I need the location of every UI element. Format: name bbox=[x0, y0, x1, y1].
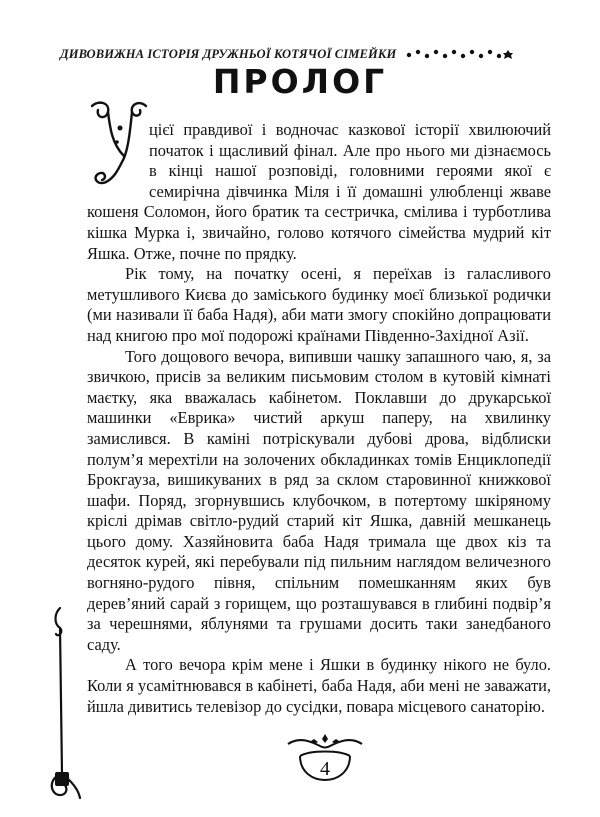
left-border-flourish-icon bbox=[44, 604, 84, 804]
dropcap-space bbox=[87, 120, 149, 202]
chapter-title: ПРОЛОГ bbox=[212, 62, 388, 101]
running-header bbox=[60, 46, 520, 62]
paragraph: Рік тому, на початку осені, я переїхав із галасливого метушливого Києва до заміського будинку моєї близької родички (ми називали її баба Надя), аби мати змогу спокійно допрацювати над книгою про мої подорожі країнами Південно-Західної Азії. bbox=[87, 264, 551, 345]
running-title: ДИВОВИЖНА ІСТОРІЯ ДРУЖНЬОЇ КОТЯЧОЇ СІМЕЙКИ bbox=[60, 46, 397, 61]
paragraph: цієї правдивої і водночас казкової історії хвилюючий початок і щасливий фінал. Але про нього ми дізнаємось в кінці нашої розповіді, головними героями якої є семирічна дівчинка Міля і її домашні улюбленці жваве кошеня Соломон, його братик та сестричка, смілива і турботлива кішка Мурка і, звичайно, голово котячого сімейства мудрий кіт Яшка. Отже, почне по прядку. bbox=[87, 120, 551, 263]
paragraph: Того дощового вечора, випивши чашку запашного чаю, я, за звичкою, присів за великим письмовим столом в кутовій кімнаті маєтку, яка вважалась кабінетом. Поклавши до друкарської машинки «Еврика» чистий аркуш паперу, на хвилинку замислився. В каміні потріскували дубові дрова, відблиски полум’я мерехтіли на золочених обкладинках томів Енциклопедії Брокгауза, вишикуваних в ряд за склом старовинної книжкової шафи. Поряд, згорнувшись клубочком, в потертому шкіряному кріслі дрімав світло-рудий старий кіт Яшка, давній мешканець цього дому. Хазяйновита баба Надя тримала ще двох кіз та десяток курей, які перебували під пильним наглядом величезного вогняно-рудого півня, спільним помешканням яких був дерев’яний сарай з горищем, що розташувався в глибині подвір’я за черешнями, яблунями та грушами досить таки занедбаного саду. bbox=[87, 346, 551, 654]
page-number: 4 bbox=[320, 758, 330, 780]
body-text bbox=[87, 120, 551, 717]
paragraph: А того вечора крім мене і Яшки в будинку нікого не було. Коли я усамітнювався в кабінеті, баба Надя, аби мені не заважати, йшла дивитись телевізор до сусідки, повара місцевого санаторію. bbox=[87, 655, 551, 716]
header-ornament-icon bbox=[404, 46, 520, 62]
